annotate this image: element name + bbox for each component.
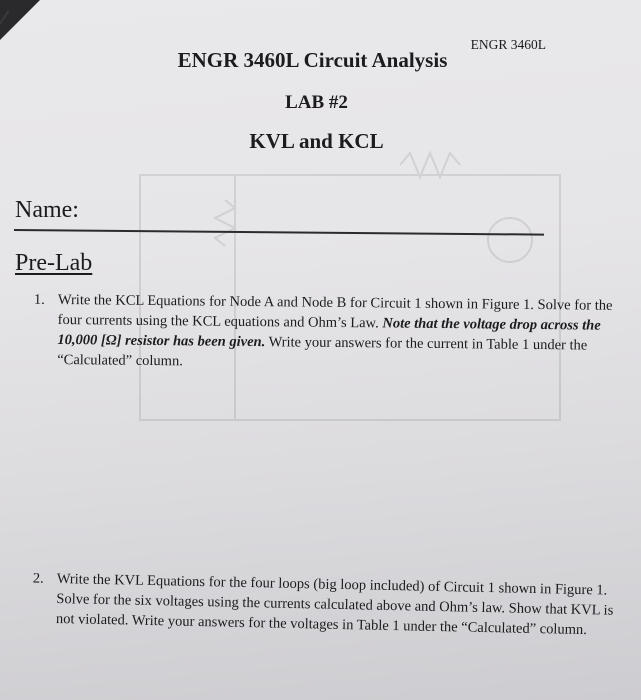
question-1-number: 1.	[33, 291, 45, 308]
document-title: ENGR 3460L Circuit Analysis	[177, 48, 448, 72]
question-1-emphasis: Note that the voltage drop across the 10,000 [Ω] resistor has been given.	[57, 315, 601, 351]
prelab-heading: Pre-Lab	[15, 250, 93, 276]
question-1-text: Write the KCL Equations for Node A and Node B for Circuit 1 shown in Figure 1. Solve for the four currents using the KCL equations and Ohm’s Law.	[57, 291, 613, 332]
question-1	[33, 290, 628, 376]
name-label: Name:	[15, 197, 79, 223]
question-1-text-end: Write your answers for the current in Table 1 under the “Calculated” column.	[57, 334, 588, 370]
lab-topic: KVL and KCL	[249, 129, 384, 153]
question-2-number: 2.	[32, 570, 44, 587]
question-2	[32, 569, 617, 641]
course-tag: ENGR 3460L	[470, 37, 546, 52]
lab-number: LAB #2	[285, 92, 348, 113]
question-2-text: Write the KVL Equations for the four loops (big loop included) of Circuit 1 shown in Figure 1. Solve for the six voltages using the currents calculated above and Ohm’s law. Show that KVL is not violated. Write your answers for the voltages in Table 1 under the “Calculated” column.	[55, 570, 614, 639]
